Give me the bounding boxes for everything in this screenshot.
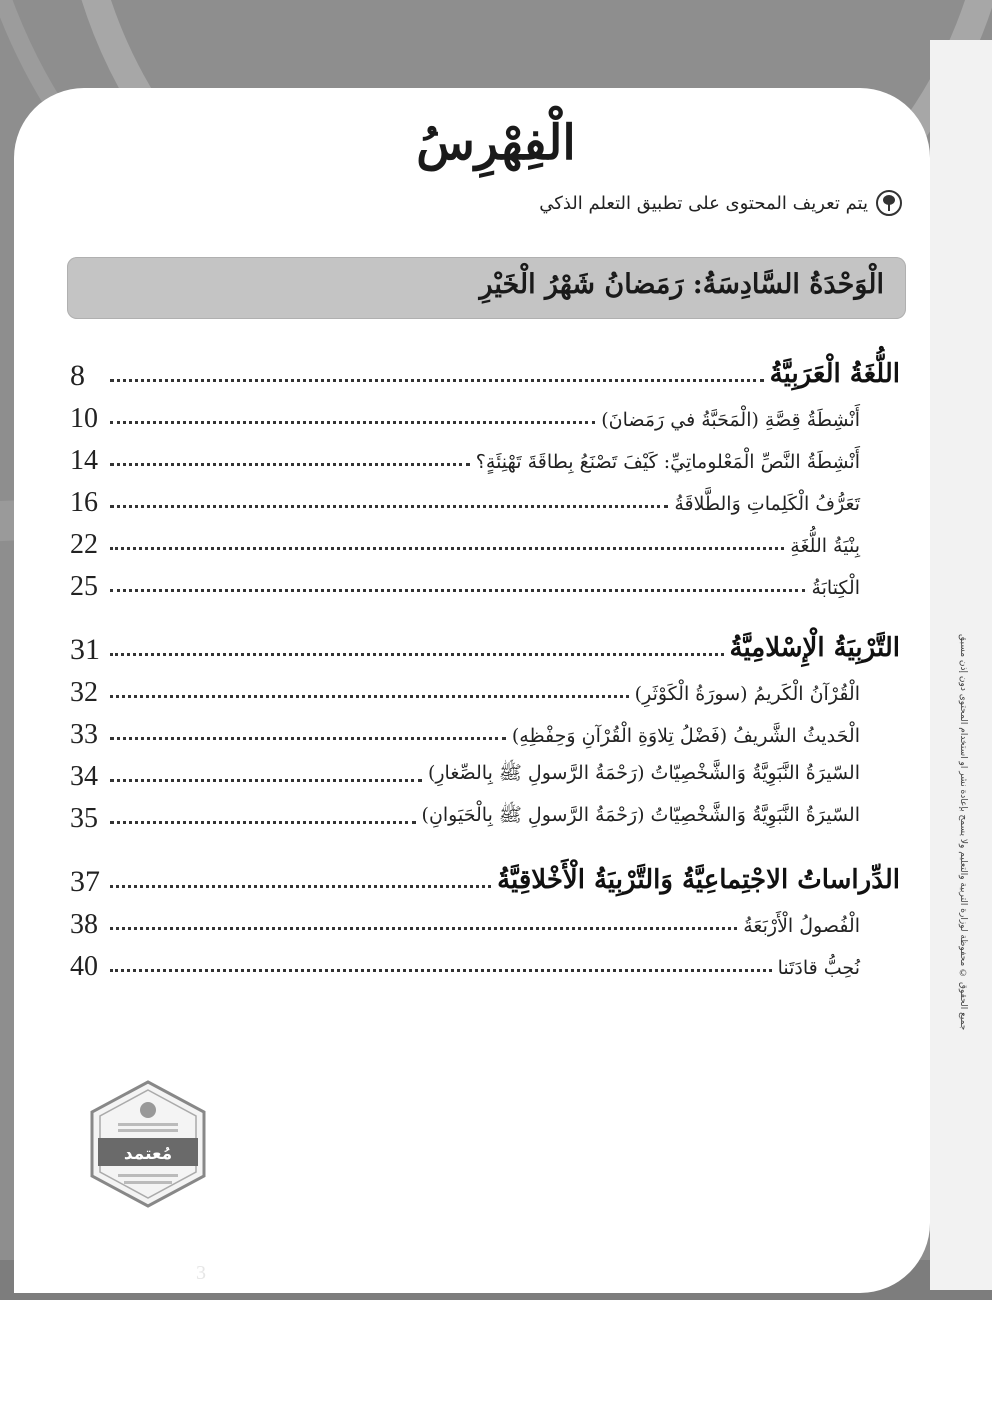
toc-page-number: 10 bbox=[70, 403, 98, 434]
toc-page-number: 38 bbox=[70, 909, 98, 940]
toc-leader-dots bbox=[110, 927, 737, 930]
toc-section-row bbox=[70, 627, 900, 667]
toc-page-number: 31 bbox=[70, 633, 100, 666]
page-title: الْفِهْرِسُ bbox=[416, 115, 576, 171]
toc-label: الْكِتابَةُ bbox=[811, 577, 860, 599]
toc-item-row bbox=[70, 563, 900, 603]
toc-page-number: 8 bbox=[70, 359, 85, 392]
toc-leader-dots bbox=[110, 589, 805, 592]
toc-item-row bbox=[70, 943, 900, 983]
toc-label: الْفُصولُ الْأَرْبَعَةُ bbox=[743, 915, 860, 937]
toc-item-row bbox=[70, 521, 900, 561]
toc-leader-dots bbox=[110, 821, 416, 824]
approved-badge bbox=[88, 1080, 208, 1208]
copyright-side-note: جميع الحقوق © محفوظة لوزارة التربية والتعليم ولا يسمح بإعادة نشر أو استخدام المحتوى دون إذن مسبق bbox=[958, 633, 968, 1030]
toc-label: الْقُرْآنُ الْكَريمُ (سورَةُ الْكَوْثَرِ) bbox=[634, 683, 860, 705]
toc-leader-dots bbox=[110, 885, 491, 888]
toc-item-row bbox=[70, 437, 900, 477]
toc-item-row bbox=[70, 795, 900, 835]
toc-leader-dots bbox=[110, 421, 595, 424]
toc-item-row bbox=[70, 711, 900, 751]
toc-label: الْحَديثُ الشَّريفُ (فَضْلُ تِلاوَةِ الْقُرْآنِ وَحِفْظِهِ) bbox=[511, 725, 860, 747]
badge-label: مُعتمد bbox=[123, 1144, 173, 1164]
toc-page-number: 40 bbox=[70, 951, 98, 982]
smart-learning-note bbox=[539, 190, 902, 216]
toc-label: بِنْيَةُ اللُّغَةِ bbox=[790, 535, 860, 557]
badge-line bbox=[118, 1174, 178, 1177]
toc-label: أَنْشِطَةُ النَّصِّ الْمَعْلوماتِيِّ: كَيْفَ تَصْنَعُ بِطاقَةَ تَهْنِئَةٍ؟ bbox=[475, 451, 860, 473]
toc-label: اللُّغَةُ الْعَرَبِيَّةُ bbox=[769, 359, 900, 389]
toc-label: التَّرْبِيَةُ الْإِسْلامِيَّةُ bbox=[729, 633, 900, 663]
toc-label: السّيرَةُ النَّبَوِيَّةُ وَالشَّخْصِيّاتُ (رَحْمَةُ الرَّسولِ ﷺ بِالْحَيَوانِ) bbox=[421, 804, 860, 826]
toc-page-number: 22 bbox=[70, 529, 98, 560]
toc-leader-dots bbox=[110, 695, 629, 698]
unit-heading: الْوَحْدَةُ السَّادِسَةُ: رَمَضانُ شَهْرُ الْخَيْرِ bbox=[479, 269, 884, 300]
toc-section-row bbox=[70, 859, 900, 899]
unit-heading-banner bbox=[67, 257, 906, 319]
toc-leader-dots bbox=[110, 547, 784, 550]
toc-page-number: 14 bbox=[70, 445, 98, 476]
toc-page-number: 33 bbox=[70, 719, 98, 750]
toc-leader-dots bbox=[110, 379, 764, 382]
toc-item-row bbox=[70, 395, 900, 435]
toc-label: السّيرَةُ النَّبَوِيَّةُ وَالشَّخْصِيّاتُ (رَحْمَةُ الرَّسولِ ﷺ بِالصِّغارِ) bbox=[427, 762, 860, 784]
toc-item-row bbox=[70, 753, 900, 793]
toc-section-row bbox=[70, 353, 900, 393]
toc-page-number: 25 bbox=[70, 571, 98, 602]
emblem-icon bbox=[140, 1102, 156, 1118]
toc-leader-dots bbox=[110, 505, 668, 508]
toc-item-row bbox=[70, 901, 900, 941]
toc-leader-dots bbox=[110, 779, 422, 782]
toc-label: أَنْشِطَةُ قِصَّةِ (الْمَحَبَّةُ في رَمَضانَ) bbox=[601, 409, 860, 431]
toc-page-number: 16 bbox=[70, 487, 98, 518]
toc-label: الدِّراساتُ الاجْتِماعِيَّةُ وَالتَّرْبِيَةُ الْأَخْلاقِيَّةُ bbox=[497, 865, 900, 895]
toc-leader-dots bbox=[110, 463, 470, 466]
badge-line bbox=[124, 1181, 172, 1184]
toc-page-number: 35 bbox=[70, 803, 98, 834]
smart-learning-note-text: يتم تعريف المحتوى على تطبيق التعلم الذكي bbox=[539, 192, 868, 214]
toc-label: نُحِبُّ قادَتَنا bbox=[777, 957, 860, 979]
badge-line bbox=[118, 1123, 178, 1126]
page-number: 3 bbox=[196, 1262, 206, 1284]
toc-item-row bbox=[70, 669, 900, 709]
toc-page-number: 37 bbox=[70, 865, 100, 898]
badge-line bbox=[118, 1129, 178, 1132]
toc-item-row bbox=[70, 479, 900, 519]
toc-label: تَعَرُّفُ الْكَلِماتِ وَالطَّلاقَةُ bbox=[674, 493, 860, 515]
tree-icon bbox=[876, 190, 902, 216]
toc-page-number: 32 bbox=[70, 677, 98, 708]
toc-page-number: 34 bbox=[70, 761, 98, 792]
toc-leader-dots bbox=[110, 737, 506, 740]
toc-leader-dots bbox=[110, 653, 724, 656]
toc-leader-dots bbox=[110, 969, 772, 972]
